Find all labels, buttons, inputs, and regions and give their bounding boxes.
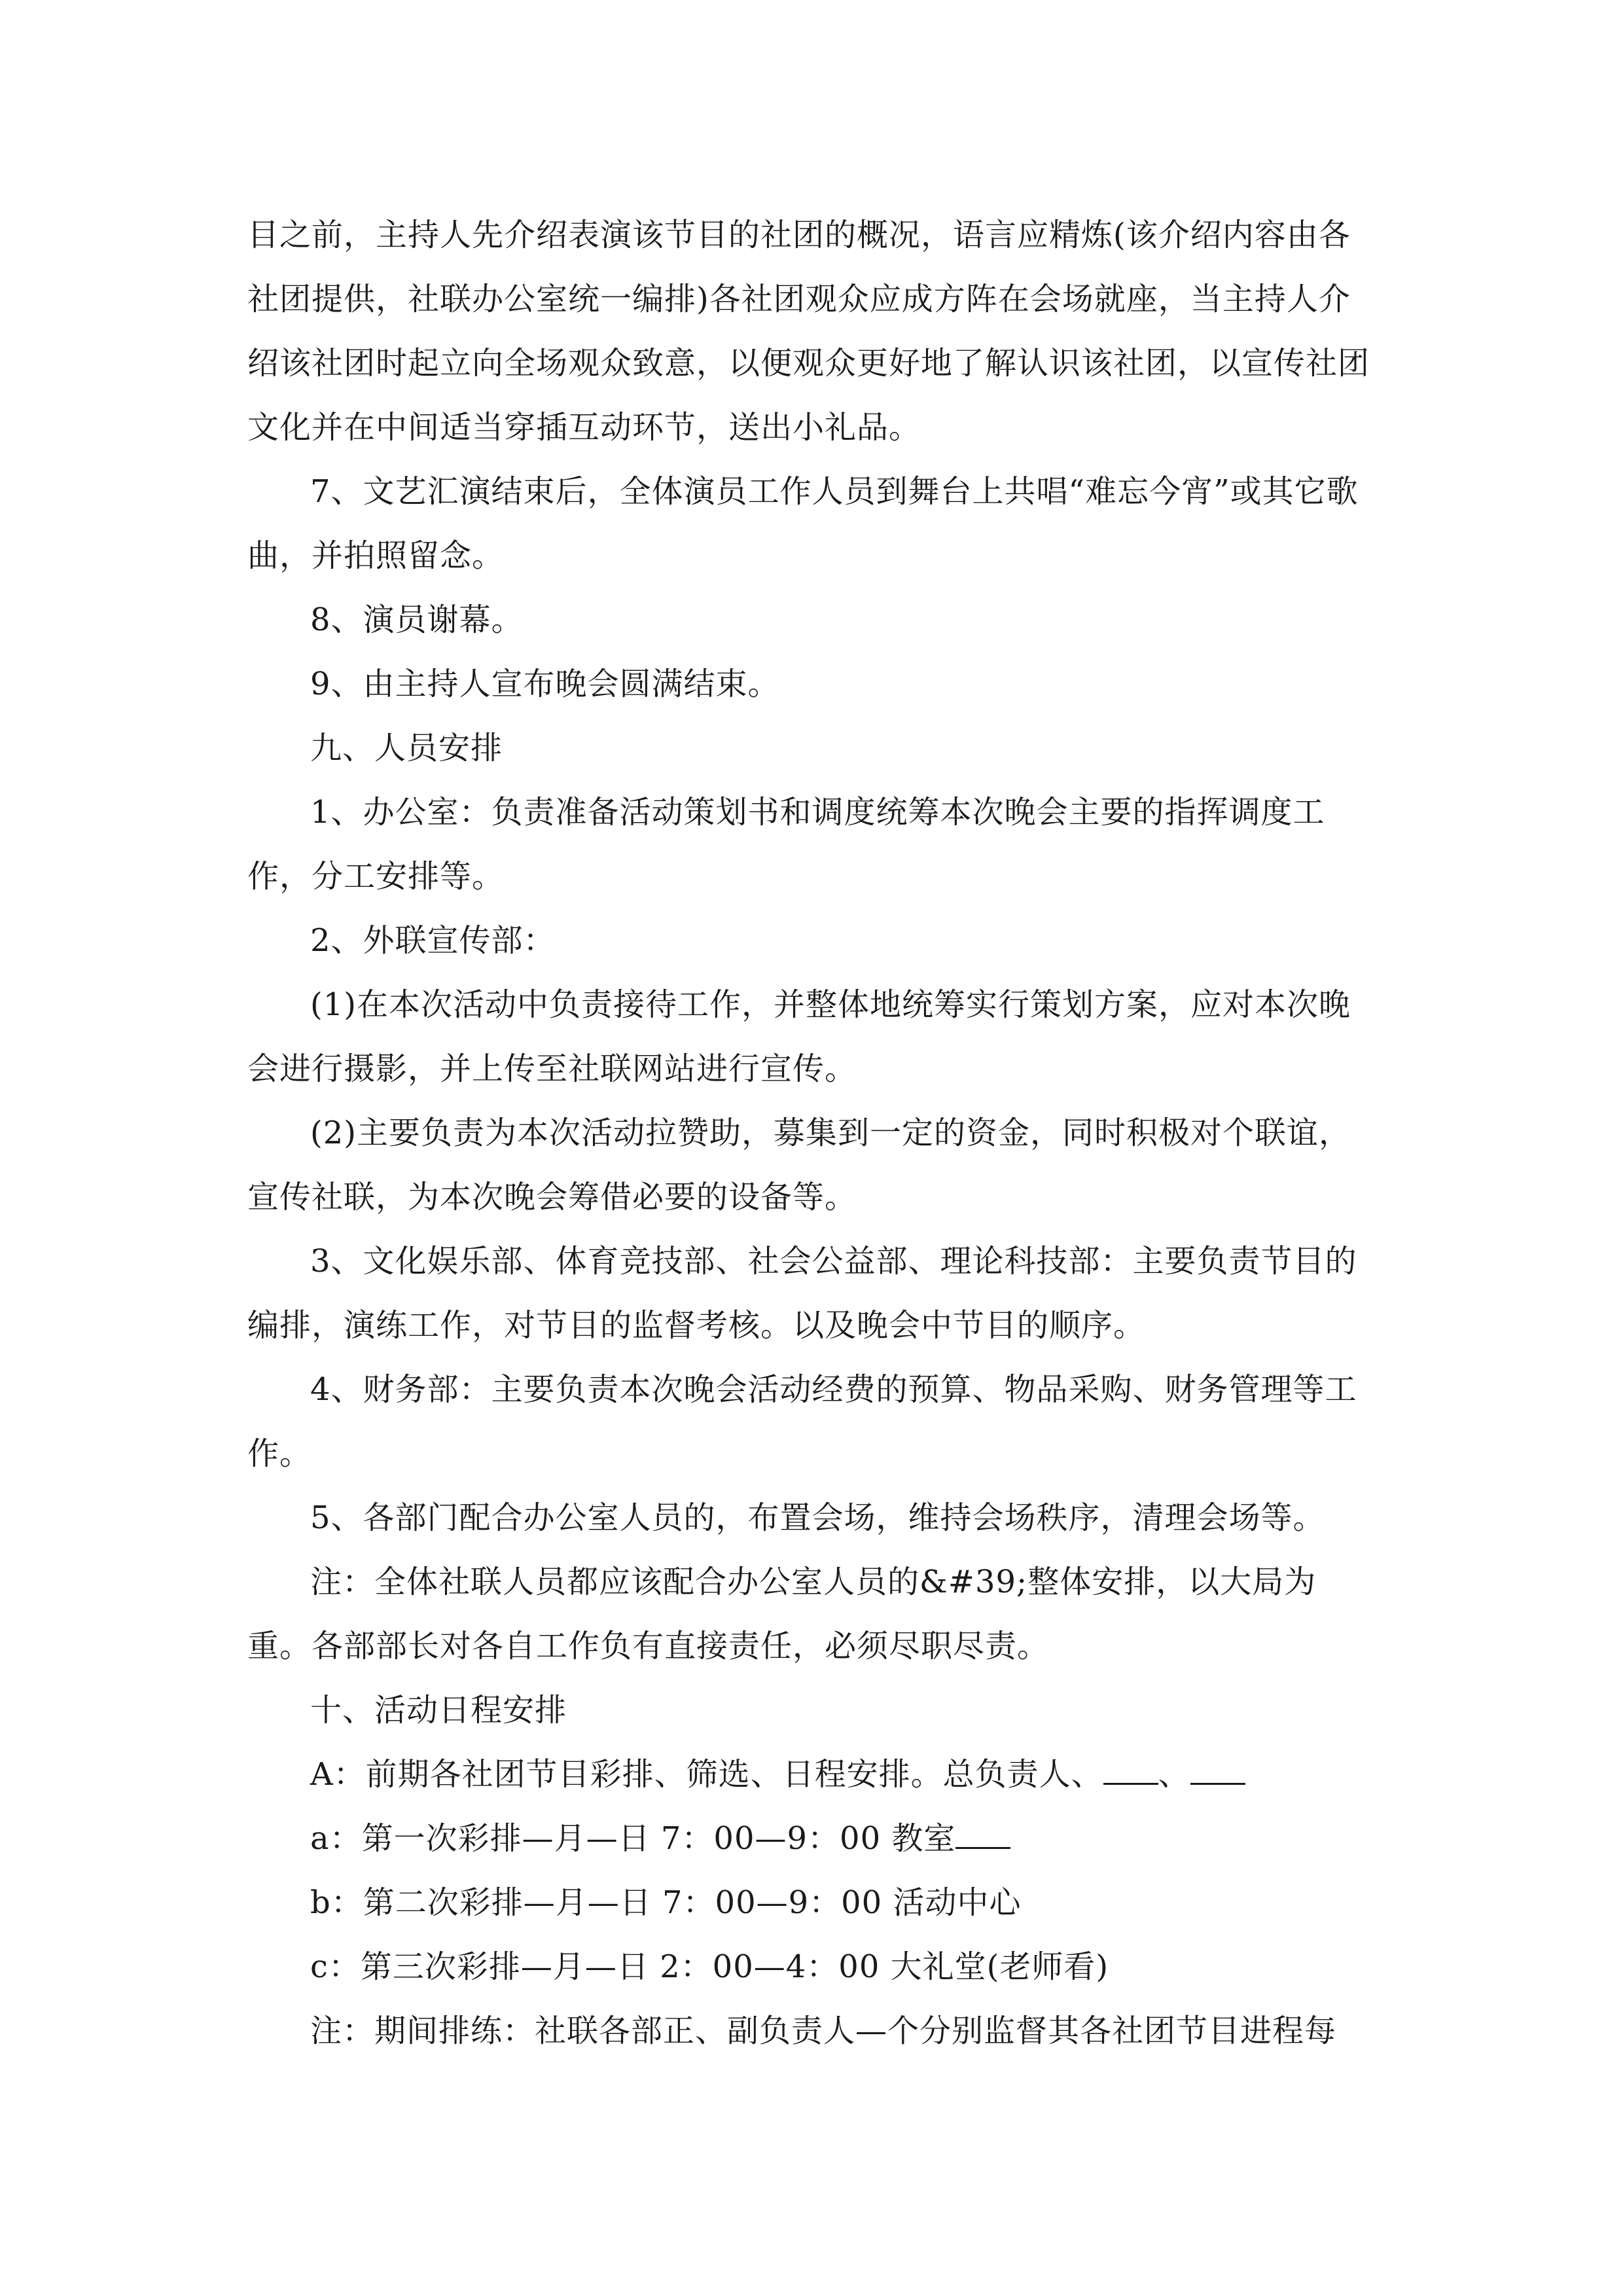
blank-line	[955, 1821, 1010, 1849]
paragraph-publicity-dept: 2、外联宣传部：	[310, 922, 556, 959]
paragraph-host-intro: 目之前，主持人先介绍表演该节目的社团的概况，语言应精炼(该介绍内容由各社团提供，社联办公室统一编排)各社团观众应成方阵在会场就座，当主持人介绍该社团时起立向全场观众致意，以便观众更好地了解认识该社团，以宣传社团文化并在中间适当穿插互动环节，送出小礼品。	[247, 217, 1370, 446]
blank-line	[1103, 1757, 1158, 1785]
paragraph-office: 1、办公室：负责准备活动策划书和调度统筹本次晚会主要的指挥调度工作，分工安排等。	[247, 794, 1325, 895]
blank-line	[1190, 1757, 1245, 1785]
schedule-rehearsal-2: b：第二次彩排—月—日 7：00—9：00 活动中心	[310, 1884, 1022, 1921]
schedule-rehearsal-3: c：第三次彩排—月—日 2：00—4：00 大礼堂(老师看)	[310, 1948, 1109, 1985]
paragraph-publicity-1: (1)在本次活动中负责接待工作，并整体地统筹实行策划方案，应对本次晚会进行摄影，并上传至社联网站进行宣传。	[247, 986, 1351, 1087]
paragraph-all-depts: 5、各部门配合办公室人员的，布置会场，维持会场秩序，清理会场等。	[310, 1499, 1325, 1536]
paragraph-finance: 4、财务部：主要负责本次晚会活动经费的预算、物品采购、财务管理等工作。	[247, 1371, 1357, 1472]
schedule-rehearsal-1-text: a：第一次彩排—月—日 7：00—9：00 教室	[310, 1820, 956, 1857]
document-body	[247, 203, 1380, 2063]
paragraph-note-staff: 注：全体社联人员都应该配合办公室人员的&#39;整体安排，以大局为重。各部部长对各自工作负有直接责任，必须尽职尽责。	[247, 1564, 1317, 1664]
section-heading-schedule: 十、活动日程安排	[310, 1692, 567, 1729]
section-heading-staffing: 九、人员安排	[310, 730, 503, 766]
paragraph-publicity-2: (2)主要负责为本次活动拉赞助，募集到一定的资金，同时积极对个联谊，宣传社联，为本次晚会筹借必要的设备等。	[247, 1115, 1351, 1215]
schedule-note: 注：期间排练：社联各部正、副负责人—个分别监督其各社团节目进程每	[310, 2013, 1337, 2049]
paragraph-item-7: 7、文艺汇演结束后，全体演员工作人员到舞台上共唱“难忘今宵”或其它歌曲，并拍照留念。	[247, 473, 1359, 574]
paragraph-culture-depts: 3、文化娱乐部、体育竞技部、社会公益部、理论科技部：主要负责节目的编排，演练工作，对节目的监督考核。以及晚会中节目的顺序。	[247, 1243, 1357, 1344]
schedule-rehearsal-1	[247, 1806, 1380, 1871]
schedule-item-a-separator: 、	[1158, 1756, 1190, 1793]
paragraph-item-9: 9、由主持人宣布晚会圆满结束。	[310, 666, 780, 702]
paragraph-item-8: 8、演员谢幕。	[310, 601, 524, 638]
schedule-item-a	[247, 1742, 1380, 1806]
schedule-item-a-text: A：前期各社团节目彩排、筛选、日程安排。总负责人、	[310, 1756, 1103, 1793]
